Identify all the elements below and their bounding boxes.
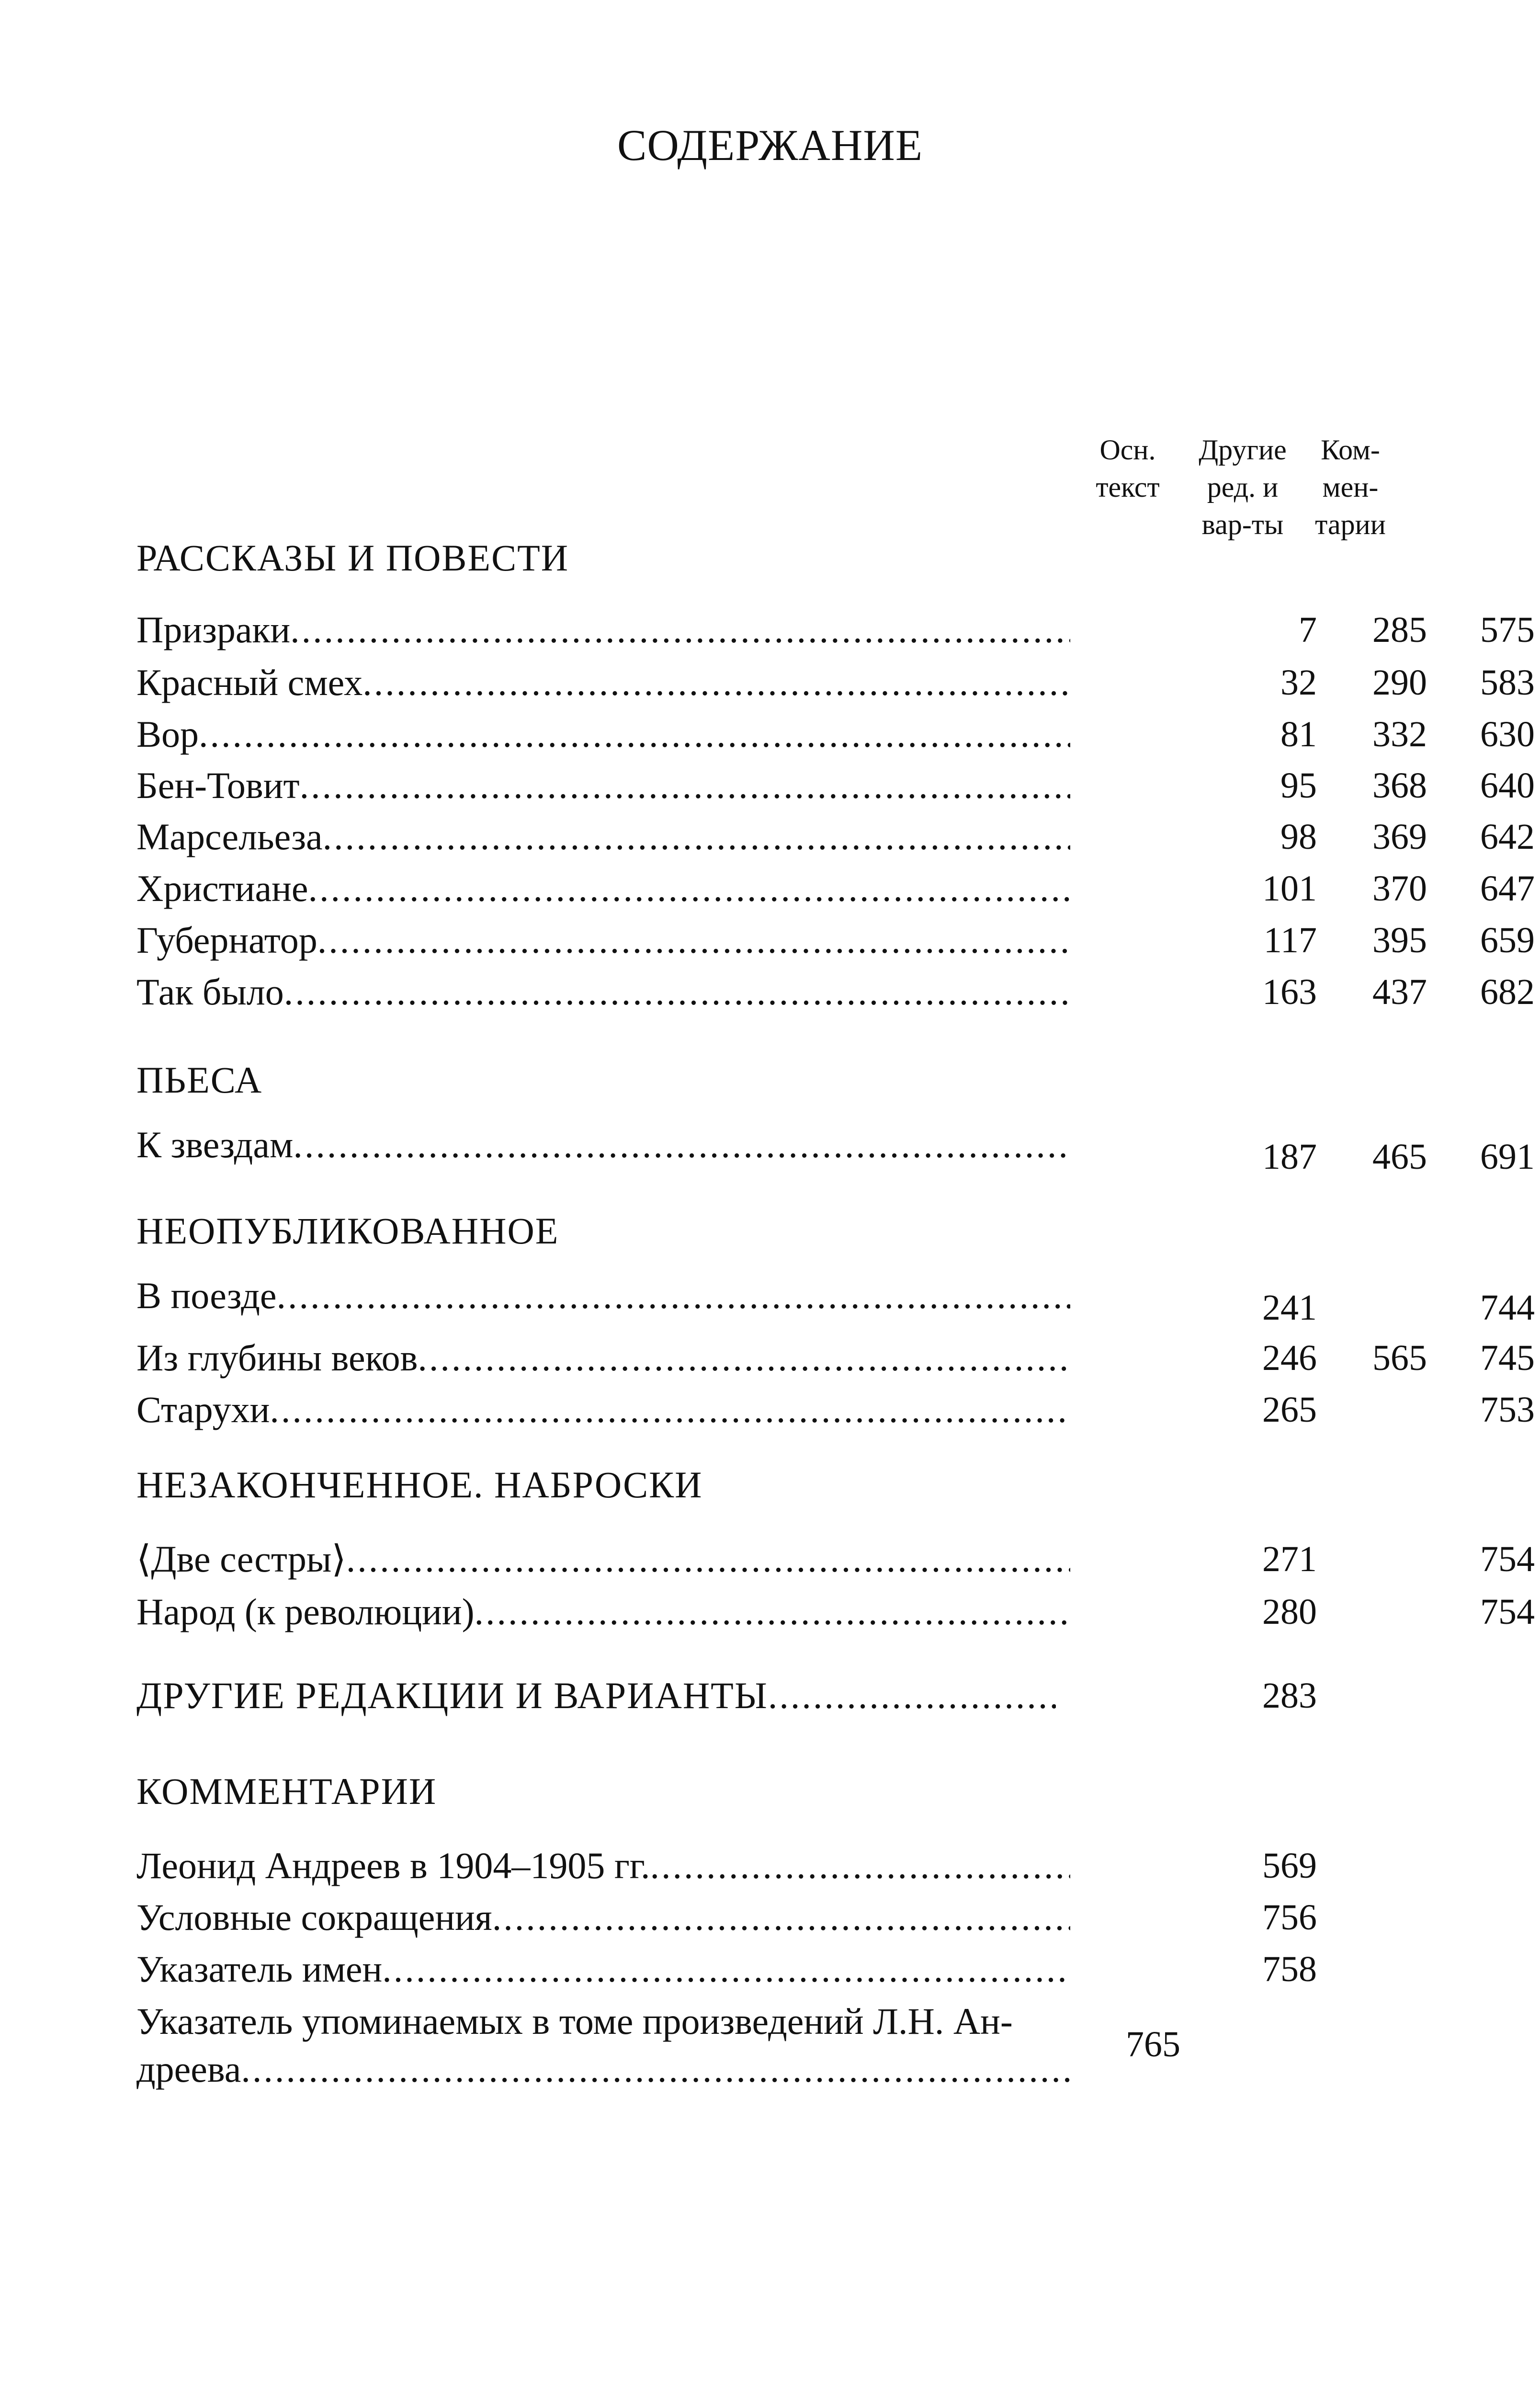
page-commentary: 647 bbox=[1480, 868, 1535, 909]
page-main: 117 bbox=[1263, 920, 1317, 960]
toc-entry-title: Леонид Андреев в 1904–1905 гг. bbox=[136, 1845, 650, 1886]
section-heading-play: ПЬЕСА bbox=[136, 1059, 263, 1101]
toc-entry-title: Так было bbox=[136, 971, 284, 1013]
dot-leader bbox=[418, 1334, 1070, 1382]
dot-leader bbox=[317, 916, 1070, 964]
page-main: 246 bbox=[1262, 1338, 1317, 1378]
page-commentary: 754 bbox=[1480, 1592, 1535, 1632]
page-main: 81 bbox=[1280, 714, 1317, 754]
page-variants: 437 bbox=[1372, 972, 1427, 1012]
toc-entry-title: Призраки bbox=[136, 609, 291, 650]
dot-leader bbox=[323, 813, 1070, 861]
section-heading-unpublished: НЕОПУБЛИКОВАННОЕ bbox=[136, 1210, 559, 1252]
page-main: 32 bbox=[1280, 662, 1317, 703]
page-commentary: 659 bbox=[1480, 920, 1535, 960]
page-main: 101 bbox=[1262, 868, 1317, 909]
column-header-main-text: Осн. текст bbox=[1096, 434, 1160, 503]
dot-leader bbox=[650, 1842, 1071, 1890]
page-commentary: 642 bbox=[1480, 817, 1535, 857]
page-commentary: 753 bbox=[1480, 1390, 1535, 1430]
page-commentary: 745 bbox=[1480, 1338, 1535, 1378]
dot-leader bbox=[293, 1121, 1070, 1169]
toc-entry-title: К звездам bbox=[136, 1124, 294, 1165]
toc-entry-title: Христиане bbox=[136, 867, 308, 909]
dot-leader bbox=[346, 1535, 1070, 1583]
page-main: 758 bbox=[1262, 1949, 1317, 1989]
page-main: 98 bbox=[1280, 817, 1317, 857]
toc-entry-title: Указатель имен bbox=[136, 1948, 383, 1990]
page-variants: 369 bbox=[1372, 817, 1427, 857]
page-main: 756 bbox=[1262, 1897, 1317, 1938]
toc-entry-title-line2: дреева bbox=[136, 2048, 241, 2090]
page-main: 569 bbox=[1262, 1846, 1317, 1886]
page-commentary: 630 bbox=[1480, 714, 1535, 754]
page-main: 283 bbox=[1262, 1676, 1317, 1716]
page-main: 163 bbox=[1262, 972, 1317, 1012]
page-commentary: 754 bbox=[1480, 1539, 1535, 1579]
page-title: СОДЕРЖАНИЕ bbox=[617, 121, 923, 170]
page-main: 95 bbox=[1280, 765, 1317, 806]
toc-entry-title: В поезде bbox=[136, 1275, 277, 1316]
dot-leader bbox=[382, 1945, 1070, 1993]
dot-leader bbox=[270, 1386, 1070, 1434]
dot-leader bbox=[290, 606, 1070, 654]
dot-leader bbox=[308, 865, 1070, 912]
page-main: 765 bbox=[1126, 2024, 1180, 2064]
dot-leader bbox=[300, 762, 1070, 810]
toc-entry-title-line1: Указатель упоминаемых в томе произведений Л.Н. Ан- bbox=[136, 2000, 1013, 2042]
dot-leader bbox=[284, 968, 1070, 1016]
page-commentary: 575 bbox=[1480, 610, 1535, 650]
page-commentary: 691 bbox=[1480, 1137, 1535, 1177]
page-variants: 368 bbox=[1372, 765, 1427, 806]
page-main: 265 bbox=[1262, 1390, 1317, 1430]
toc-entry-title: Вор bbox=[136, 713, 199, 755]
dot-leader bbox=[241, 2045, 1070, 2093]
dot-leader bbox=[475, 1588, 1070, 1636]
column-header-commentary: Ком- мен- тарии bbox=[1315, 434, 1386, 540]
page-variants: 290 bbox=[1372, 662, 1427, 703]
page-main: 271 bbox=[1262, 1539, 1317, 1579]
toc-entry-title: Губернатор bbox=[136, 919, 317, 961]
dot-leader bbox=[768, 1672, 1056, 1720]
toc-entry-title: Народ (к революции) bbox=[136, 1591, 475, 1632]
section-heading-stories: РАССКАЗЫ И ПОВЕСТИ bbox=[136, 537, 569, 579]
toc-entry-title: Красный смех bbox=[136, 661, 363, 703]
page-variants: 395 bbox=[1372, 920, 1427, 960]
toc-row-multiline[interactable] bbox=[136, 1997, 1109, 2093]
toc-entry-title: Условные сокращения bbox=[136, 1896, 492, 1938]
page-commentary: 744 bbox=[1480, 1288, 1535, 1328]
toc-entry-title: Бен-Товит bbox=[136, 764, 300, 806]
page-commentary: 640 bbox=[1480, 765, 1535, 806]
dot-leader bbox=[277, 1272, 1071, 1320]
section-heading-unfinished: НЕЗАКОНЧЕННОЕ. НАБРОСКИ bbox=[136, 1464, 703, 1505]
dot-leader bbox=[199, 710, 1070, 758]
toc-entry-title: Из глубины веков bbox=[136, 1337, 418, 1379]
page-commentary: 583 bbox=[1480, 662, 1535, 703]
section-heading-variants: ДРУГИЕ РЕДАКЦИИ И ВАРИАНТЫ bbox=[136, 1675, 768, 1716]
dot-leader bbox=[362, 659, 1070, 707]
toc-entry-title: Марсельеза bbox=[136, 816, 323, 857]
page-variants: 465 bbox=[1372, 1137, 1427, 1177]
toc-entry-title: ⟨Две сестры⟩ bbox=[136, 1538, 346, 1580]
page-variants: 565 bbox=[1372, 1338, 1427, 1378]
column-header-other-editions: Другие ред. и вар-ты bbox=[1199, 434, 1287, 540]
page-main: 7 bbox=[1299, 610, 1317, 650]
section-heading-commentary: КОММЕНТАРИИ bbox=[136, 1770, 437, 1812]
page-main: 187 bbox=[1262, 1137, 1317, 1177]
page-main: 280 bbox=[1262, 1592, 1317, 1632]
page-variants: 285 bbox=[1372, 610, 1427, 650]
dot-leader bbox=[492, 1893, 1070, 1941]
page-commentary: 682 bbox=[1480, 972, 1535, 1012]
page-variants: 370 bbox=[1372, 868, 1427, 909]
toc-entry-title: Старухи bbox=[136, 1389, 270, 1430]
page-variants: 332 bbox=[1372, 714, 1427, 754]
page-main: 241 bbox=[1262, 1288, 1317, 1328]
